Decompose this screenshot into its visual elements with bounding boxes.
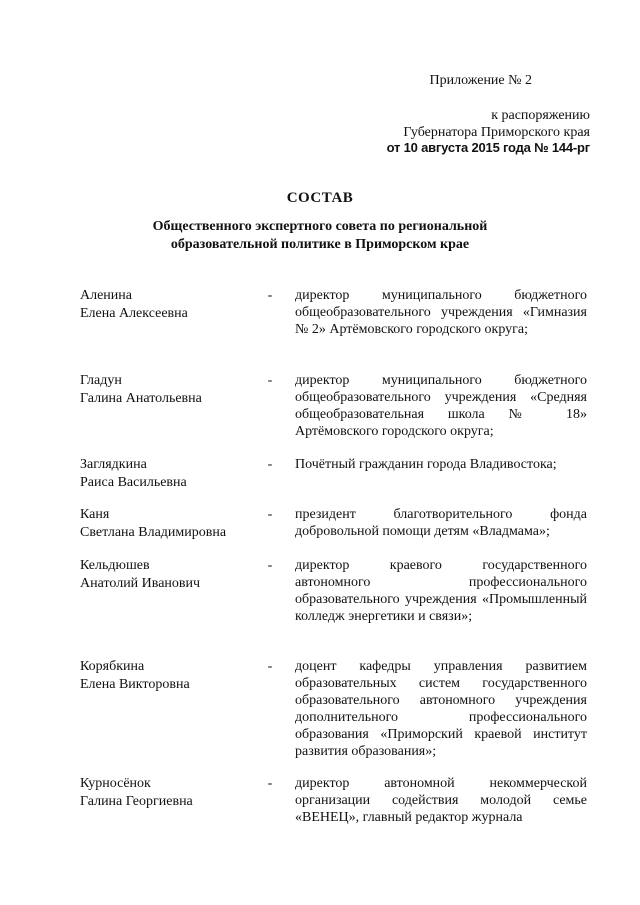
- member-name: Кельдюшев Анатолий Иванович: [80, 558, 201, 591]
- appendix-label: Приложение № 2: [429, 73, 532, 88]
- member-dash: -: [267, 659, 273, 674]
- member-role: директор муниципального бюджетного общеобразовательного учреждения «Гимназия № 2» Артёмовского городского округа;: [295, 288, 587, 337]
- document-title: СОСТАВ: [286, 190, 354, 206]
- order-reference-line2: Губернатора Приморского края: [403, 125, 590, 140]
- member-name: Каня Светлана Владимировна: [80, 507, 227, 540]
- member-dash: -: [267, 776, 273, 791]
- order-date-number: от 10 августа 2015 года № 144-рг: [386, 140, 590, 155]
- member-dash: -: [267, 288, 273, 303]
- member-dash: -: [267, 507, 273, 522]
- member-dash: -: [267, 457, 273, 472]
- member-name: Корябкина Елена Викторовна: [80, 659, 190, 692]
- order-reference-line1: к распоряжению: [491, 108, 590, 123]
- member-role: директор муниципального бюджетного общеобразовательного учреждения «Средняя общеобразовательная школа № 18» Артёмовского городского округа;: [295, 373, 587, 439]
- member-name: Аленина Елена Алексеевна: [80, 288, 188, 321]
- member-role: директор автономной некоммерческой организации содействия молодой семье «ВЕНЕЦ», главный редактор журнала: [295, 776, 587, 825]
- member-dash: -: [267, 373, 273, 388]
- member-role: Почётный гражданин города Владивостока;: [295, 457, 557, 472]
- member-role: доцент кафедры управления развитием образовательных систем государственного образовательного автономного учреждения дополнительного профессионального образования «Приморский краевой институт развития образования»;: [295, 659, 587, 759]
- member-name: Курносёнок Галина Георгиевна: [80, 776, 193, 809]
- member-name: Гладун Галина Анатольевна: [80, 373, 202, 406]
- member-role: президент благотворительного фонда добровольной помощи детям «Владмама»;: [295, 507, 587, 539]
- member-name: Заглядкина Раиса Васильевна: [80, 457, 187, 490]
- document-subtitle: Общественного экспертного совета по региональной образовательной политике в Приморском крае: [152, 219, 488, 252]
- member-dash: -: [267, 558, 273, 573]
- member-role: директор краевого государственного автономного профессионального образовательного учреждения «Промышленный колледж энергетики и связи»;: [295, 558, 587, 624]
